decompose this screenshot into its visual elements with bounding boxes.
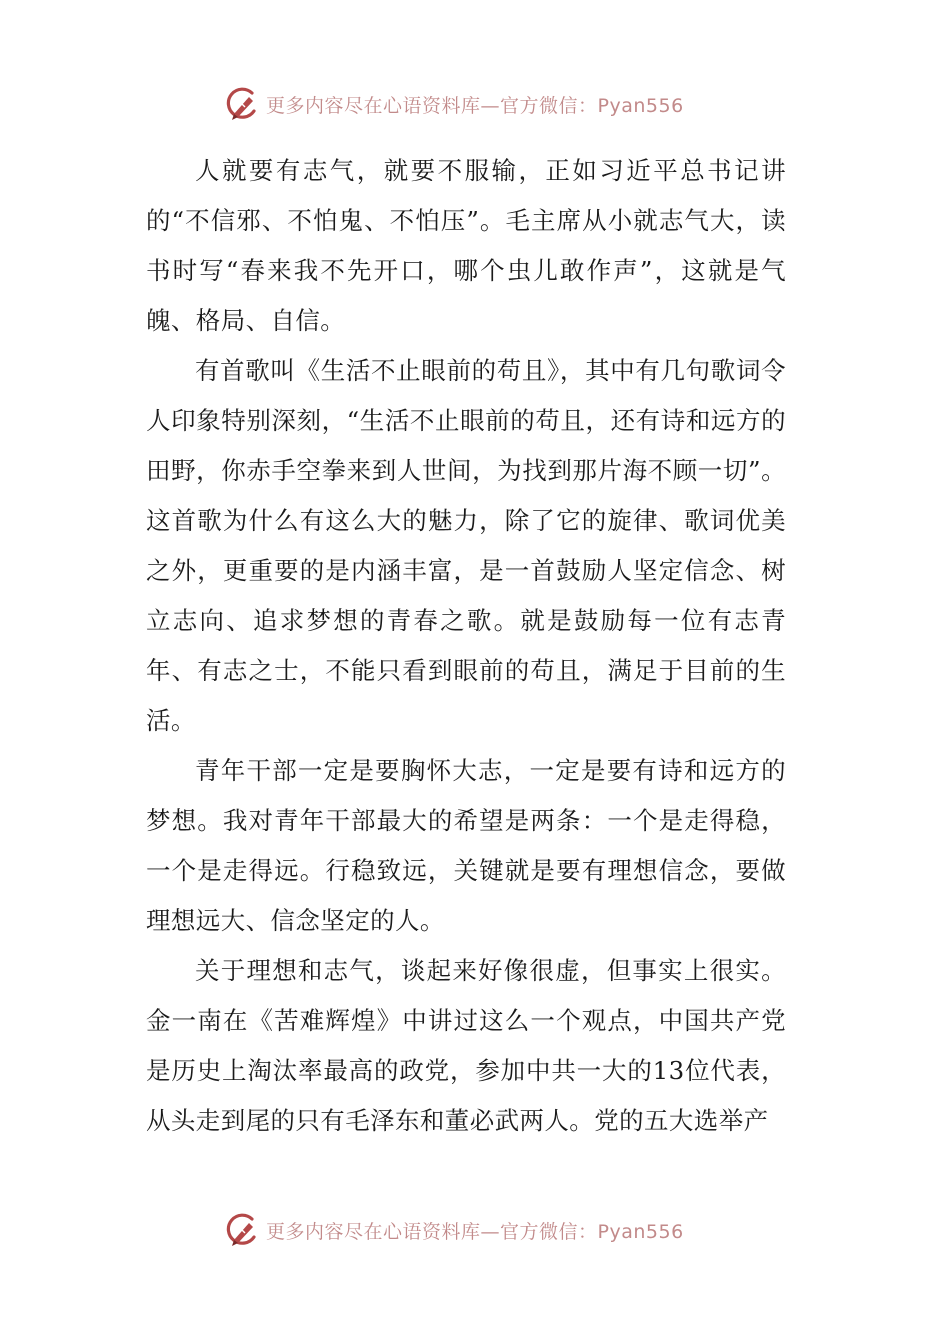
- paragraph-2: 有首歌叫《生活不止眼前的苟且》，其中有几句歌词令人印象特别深刻，“生活不止眼前的苟且，还有诗和远方的田野，你赤手空拳来到人世间，为找到那片海不顾一切”。这首歌为什么有这么大的魅力，除了它的旋律、歌词优美之外，更重要的是内涵丰富，是一首鼓励人坚定信念、树立志向、追求梦想的青春之歌。就是鼓励每一位有志青年、有志之士，不能只看到眼前的苟且，满足于目前的生活。: [146, 356, 786, 735]
- header-banner: [222, 84, 742, 124]
- footer-banner: [222, 1210, 742, 1250]
- paragraph-3: 青年干部一定是要胸怀大志，一定是要有诗和远方的梦想。我对青年干部最大的希望是两条：一个是走得稳，一个是走得远。行稳致远，关键就是要有理想信念，要做理想远大、信念坚定的人。: [146, 756, 786, 935]
- paragraph-1: 人就要有志气，就要不服输，正如习近平总书记讲的“不信邪、不怕鬼、不怕压”。毛主席从小就志气大，读书时写“春来我不先开口，哪个虫儿敢作声”，这就是气魄、格局、自信。: [146, 156, 786, 335]
- paragraph-4: 关于理想和志气，谈起来好像很虚，但事实上很实。金一南在《苦难辉煌》中讲过这么一个观点，中国共产党是历史上淘汰率最高的政党，参加中共一大的13位代表，从头走到尾的只有毛泽东和董必武两人。党的五大选举产: [146, 956, 786, 1135]
- pen-circle-logo-icon: [222, 1210, 262, 1250]
- header-wechat-handle: Pyan556: [597, 94, 684, 117]
- header-text: 更多内容尽在心语资料库—官方微信：Pyan556: [266, 94, 684, 117]
- pen-circle-logo-icon: [222, 84, 262, 124]
- document-body: [146, 146, 786, 1146]
- footer-text: 更多内容尽在心语资料库—官方微信：Pyan556: [266, 1220, 684, 1243]
- footer-wechat-handle: Pyan556: [597, 1220, 684, 1243]
